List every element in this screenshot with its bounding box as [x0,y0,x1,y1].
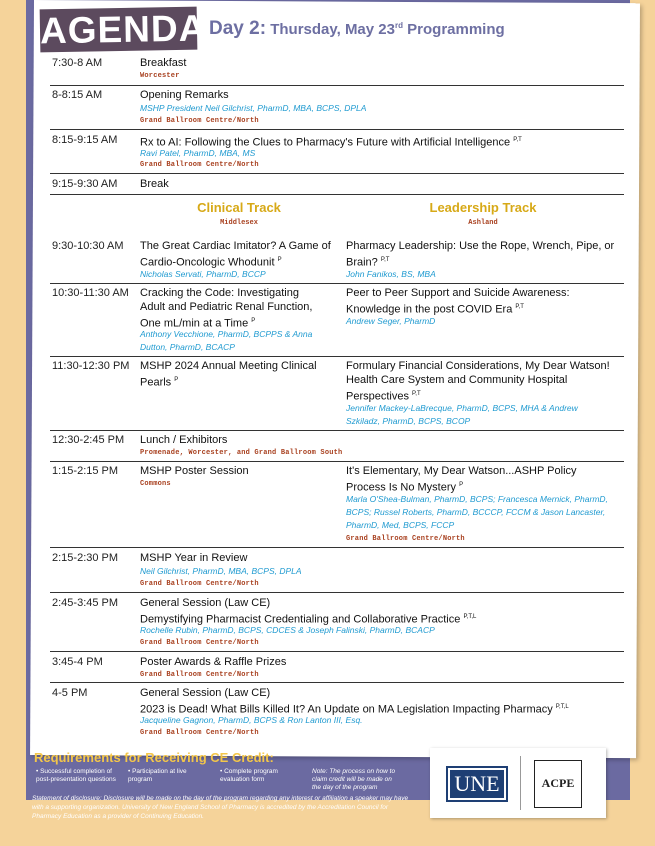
track-session-row [50,357,624,431]
session-row [50,593,624,652]
une-logo: UNE [446,766,508,802]
date-text: Thursday, May 23 [270,21,395,38]
clinical-session-title [140,359,340,390]
session-location: Grand Ballroom Centre/North [140,639,259,647]
session-title: Opening Remarks [140,89,229,101]
session-time: 7:30-8 AM [52,57,103,69]
credit-type: P,T,L [463,614,477,620]
agenda-banner: AGENDA [39,7,207,52]
session-location: Grand Ballroom Centre/North [140,729,259,737]
title-text: Demystifying Pharmacist Credentialing and Collaborative Practice [140,613,461,626]
date-post: Programming [402,21,505,38]
requirements-title: Requirements for Receiving CE Credit: [34,750,274,765]
leadership-session-speaker: Marla O'Shea-Bulman, PharmD, BCPS; Francesca Mernick, PharmD, BCPS; Russel Roberts, PharmD, BCCCP, FCCM & Jason Lancaster, PharmD, Med, BCPS, FCCP [346,494,608,530]
session-time: 10:30-11:30 AM [52,287,129,299]
leadership-session-title [346,464,616,495]
title-text: MSHP 2024 Annual Meeting Clinical Pearls [140,360,317,389]
session-row [50,130,624,174]
session-speaker: Neil Gilchrist, PharmD, MBA, BCPS, DPLA [140,566,302,576]
session-location: Commons [140,480,171,488]
track-session-row [50,284,624,357]
clinical-session-title: MSHP Poster Session [140,465,249,477]
title-text: Formulary Financial Considerations, My Dear Watson! Health Care System and Community Hospital Perspectives [346,360,610,403]
session-title-text: Rx to AI: Following the Clues to Pharmacy's Future with Artificial Intelligence [140,136,511,149]
title-text: Pharmacy Leadership: Use the Rope, Wrench, Pipe, or Brain? [346,240,615,269]
credit-type: P [174,377,179,383]
leadership-session-title [346,286,616,317]
session-speaker: Rochelle Rubin, PharmD, BCPS, CDCES & Joseph Falinski, PharmD, BCACP [140,625,435,635]
session-row [50,652,624,683]
day-label: Day 2: [209,18,267,39]
session-location: Grand Ballroom Centre/North [140,117,259,125]
session-row [50,431,624,462]
session-title: Poster Awards & Raffle Prizes [140,656,287,668]
title-text: Peer to Peer Support and Suicide Awareness: Knowledge in the post COVID Era [346,287,570,316]
session-title: Lunch / Exhibitors [140,434,228,446]
session-title: General Session (Law CE) [140,597,271,609]
session-time: 4-5 PM [52,687,88,699]
credit-type: P,T [412,391,421,397]
session-speaker: MSHP President Neil Gilchrist, PharmD, MBA, BCPS, DPLA [140,103,367,113]
session-row [50,683,624,740]
leadership-session-speaker: Andrew Seger, PharmD [346,316,436,326]
session-title: General Session (Law CE) [140,687,271,699]
title-text: It's Elementary, My Dear Watson...ASHP Policy Process Is No Mystery [346,465,577,494]
session-row [50,86,624,130]
credit-type: P [277,257,282,263]
logo-panel [430,748,606,818]
title-text: Cracking the Code: Investigating Adult and Pediatric Renal Function, One mL/min at a Time [140,287,313,330]
credit-type: P,T [380,257,390,263]
clinical-track-location: Middlesex [220,219,258,227]
acpe-logo [534,760,582,808]
acpe-logo-text: ACPE [541,776,575,790]
ce-requirements-footer [26,742,630,826]
disclosure-statement: Statement of disclosure: Disclosure will be made on the day of the program regarding any interest or affiliation a speaker may have with a supporting organization. University of New England School of Pharmacy is accredited by the Accreditation Council for Pharmacy Education as a provider of Continuing Education. [32,795,409,820]
session-location: Worcester [140,72,180,80]
leadership-track-heading: Leadership Track [429,200,537,215]
session-row [50,54,624,86]
session-time: 1:15-2:15 PM [52,465,119,477]
requirement-text: Complete program evaluation form [220,768,278,783]
session-title: Breakfast [140,57,187,69]
leadership-session-speaker: Jennifer Mackey-LaBrecque, PharmD, BCPS, MHA & Andrew Szkiladz, PharmD, BCPS, BCOP [346,403,578,426]
requirement-item: • Participation at live program [128,768,187,783]
session-title: MSHP Year in Review [140,552,248,564]
requirement-text: Participation at live program [128,768,187,783]
credit-type: P,T [515,304,524,310]
session-time: 9:30-10:30 AM [52,240,124,252]
credit-type: P [459,482,464,488]
session-time: 9:15-9:30 AM [52,178,118,190]
session-location: Grand Ballroom Centre/North [140,580,259,588]
leadership-session-title [346,359,616,404]
session-location: Promenade, Worcester, and Grand Ballroom South [140,449,343,457]
session-row [50,174,624,195]
logo-divider [520,756,521,810]
leadership-session-title [346,239,626,270]
clinical-session-title [140,239,340,270]
title-text: 2023 is Dead! What Bills Killed It? An Update on MA Legislation Impacting Pharmacy [140,703,553,716]
clinical-session-speaker: Anthony Vecchione, PharmD, BCPPS & Anna Dutton, PharmD, BCACP [140,329,313,352]
session-location: Grand Ballroom Centre/North [140,671,259,679]
date-suffix: rd [394,21,403,30]
session-location: Grand Ballroom Centre/North [346,535,465,543]
session-row [50,548,624,593]
credit-type: P,T,L [555,704,569,710]
session-speaker: Ravi Patel, PharmD, MBA, MS [140,148,256,158]
session-time: 11:30-12:30 PM [52,360,130,372]
day-heading [209,18,505,40]
claim-note: Note: The process on how to claim credit will be made on the day of the program [312,768,396,791]
session-time: 3:45-4 PM [52,656,103,668]
clinical-track-heading: Clinical Track [197,200,281,215]
credit-type: P,T [513,137,522,143]
session-time: 8-8:15 AM [52,89,103,101]
session-time: 8:15-9:15 AM [52,134,118,146]
session-row [50,462,624,548]
session-speaker: Jacqueline Gagnon, PharmD, BCPS & Ron Lanton III, Esq. [140,715,363,725]
clinical-session-speaker: Nicholas Servati, PharmD, BCCP [140,269,266,279]
leadership-session-speaker: John Fanikos, BS, MBA [346,269,436,279]
title-text: The Great Cardiac Imitator? A Game of Cardio-Oncologic Whodunit [140,240,331,269]
requirement-item: • Successful completion of post-presentation questions [36,768,116,783]
requirement-text: Successful completion of post-presentation questions [36,768,116,783]
session-title: Break [140,178,169,190]
track-session-row [50,236,624,284]
requirement-item: • Complete program evaluation form [220,768,278,783]
session-time: 12:30-2:45 PM [52,434,125,446]
session-time: 2:45-3:45 PM [52,597,119,609]
credit-type: P [251,318,256,324]
leadership-track-location: Ashland [468,219,498,227]
session-time: 2:15-2:30 PM [52,552,119,564]
session-location: Grand Ballroom Centre/North [140,161,259,169]
clinical-session-title [140,286,326,331]
